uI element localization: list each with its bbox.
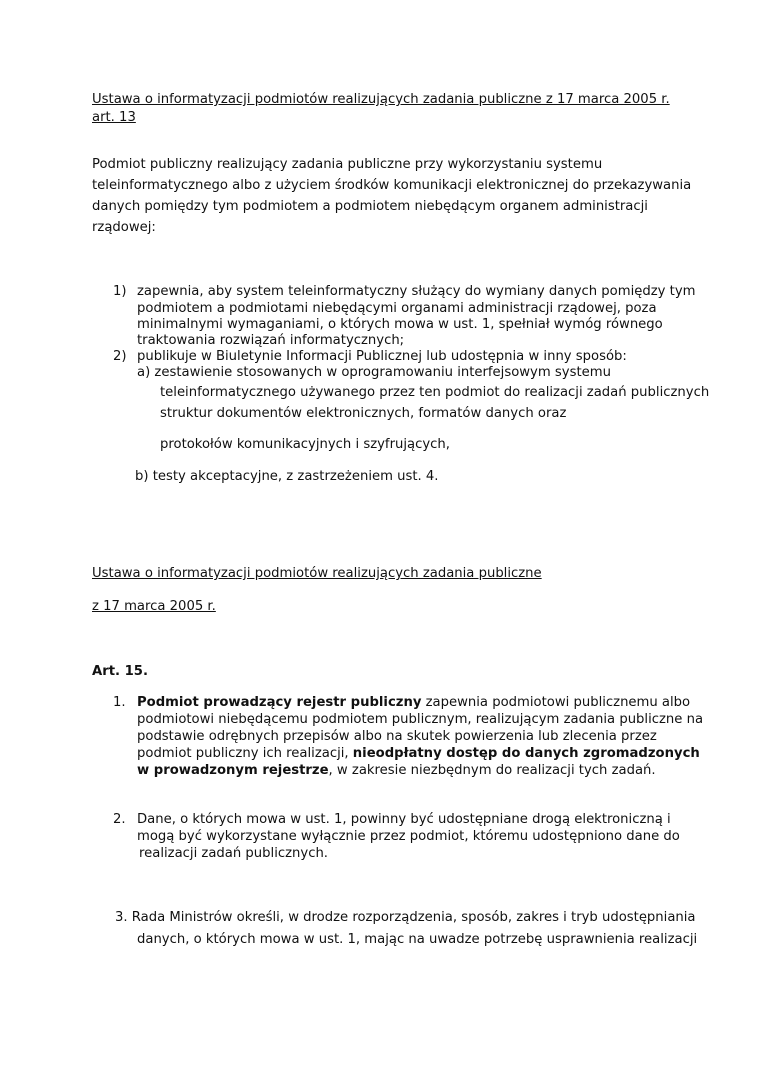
point-2-number: 2. [113, 812, 126, 827]
point-1-line-2: podmiotowi niebędącemu podmiotem publicznym, realizującym zadania publiczne na [137, 712, 704, 727]
point-1-line-3: podstawie odrębnych przepisów albo na skutek powierzenia lub zlecenia przez [137, 729, 657, 744]
point-1-line-4 [137, 746, 700, 761]
list-item-2-number: 2) [113, 349, 127, 364]
point-1-bold-3: w prowadzonym rejestrze [137, 763, 329, 778]
point-1-bold-2: nieodpłatny dostęp do danych zgromadzonych [352, 746, 700, 761]
article-heading: Art. 15. [92, 664, 148, 679]
list-item-1-number: 1) [113, 284, 127, 299]
intro-line-4: rządowej: [92, 220, 156, 235]
point-1-line-5-rest: , w zakresie niezbędnym do realizacji tych zadań. [328, 763, 656, 778]
law-title-1: Ustawa o informatyzacji podmiotów realizujących zadania publiczne z 17 marca 2005 r. [92, 92, 670, 107]
law-title-2: Ustawa o informatyzacji podmiotów realizujących zadania publiczne [92, 566, 542, 581]
sub-item-b: b) testy akceptacyjne, z zastrzeżeniem ust. 4. [135, 469, 439, 484]
point-2-line-3: realizacji zadań publicznych. [139, 846, 328, 861]
list-item-1-line-2: podmiotem a podmiotami niebędącymi organami administracji rządowej, poza [137, 301, 657, 316]
point-2-line-1: Dane, o których mowa w ust. 1, powinny być udostępniane drogą elektroniczną i [137, 812, 671, 827]
sub-item-a-line-2: teleinformatycznego używanego przez ten podmiot do realizacji zadań publicznych [160, 385, 710, 400]
list-item-1-line-3: minimalnymi wymaganiami, o których mowa w ust. 1, spełniał wymóg równego [137, 317, 663, 332]
intro-line-2: teleinformatycznego albo z użyciem środków komunikacji elektronicznej do przekazywania [92, 178, 692, 193]
intro-line-1: Podmiot publiczny realizujący zadania publiczne przy wykorzystaniu systemu [92, 157, 603, 172]
sub-item-a-line-4: protokołów komunikacyjnych i szyfrujących, [160, 437, 450, 452]
point-1-number: 1. [113, 695, 126, 710]
list-item-2-text: publikuje w Biuletynie Informacji Publicznej lub udostępnia w inny sposób: [137, 349, 627, 364]
list-item-1-line-4: traktowania rozwiązań informatycznych; [137, 333, 405, 348]
intro-line-3: danych pomiędzy tym podmiotem a podmiotem niebędącym organem administracji [92, 199, 648, 214]
article-ref-1: art. 13 [92, 110, 136, 125]
point-3-line-1: 3. Rada Ministrów określi, w drodze rozporządzenia, sposób, zakres i tryb udostępniania [115, 910, 696, 925]
point-1-line-4-start: podmiot publiczny ich realizacji, [137, 746, 353, 761]
list-item-1-line-1: zapewnia, aby system teleinformatyczny służący do wymiany danych pomiędzy tym [137, 284, 696, 299]
point-1-bold-1: Podmiot prowadzący rejestr publiczny [137, 695, 422, 710]
sub-item-a-line-1: a) zestawienie stosowanych w oprogramowaniu interfejsowym systemu [137, 365, 611, 380]
point-2-line-2: mogą być wykorzystane wyłącznie przez podmiot, któremu udostępniono dane do [137, 829, 680, 844]
point-1-line-1-rest: zapewnia podmiotowi publicznemu albo [421, 695, 691, 710]
point-1-line-5 [137, 763, 656, 778]
law-date-2: z 17 marca 2005 r. [92, 599, 216, 614]
point-1-line-1 [137, 695, 690, 710]
point-3-line-2: danych, o których mowa w ust. 1, mając na uwadze potrzebę usprawnienia realizacji [137, 932, 698, 947]
sub-item-a-line-3: struktur dokumentów elektronicznych, formatów danych oraz [160, 406, 567, 421]
